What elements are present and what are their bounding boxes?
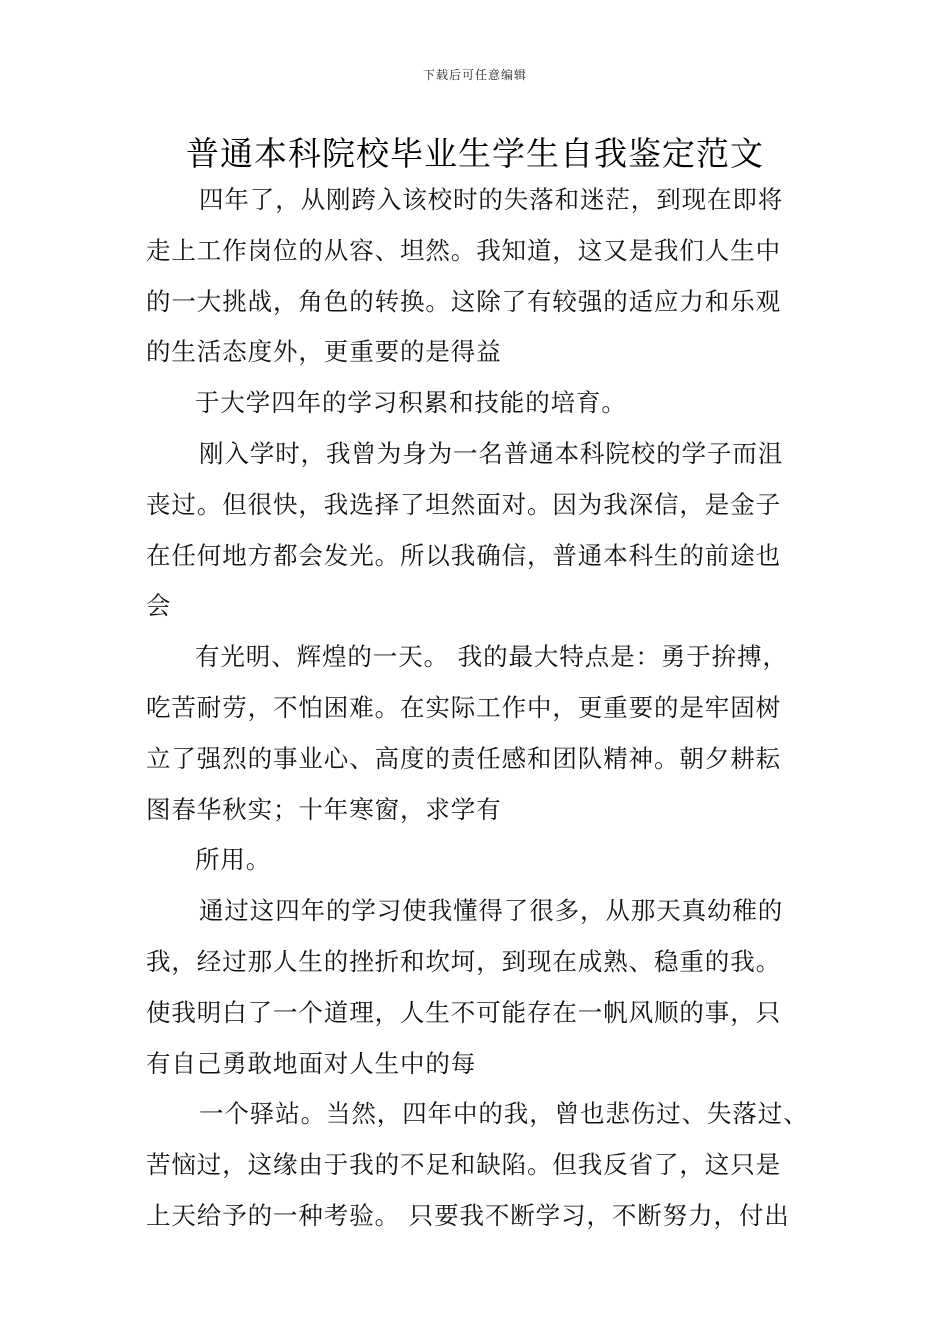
paragraph-line: 苦恼过，这缘由于我的不足和缺陷。但我反省了，这只是 — [146, 1150, 781, 1180]
paragraph-line: 的生活态度外，更重要的是得益 — [146, 337, 502, 367]
paragraph-line: 有自己勇敢地面对人生中的每 — [146, 1048, 477, 1078]
paragraph-line: 通过这四年的学习使我懂得了很多，从那天真幼稚的 — [199, 896, 784, 926]
header-note: 下载后可任意编辑 — [422, 68, 527, 82]
paragraph-line: 在任何地方都会发光。所以我确信，普通本科生的前途也 — [146, 540, 781, 570]
paragraph-line: 一个驿站。当然，四年中的我，曾也悲伤过、失落过、 — [199, 1099, 809, 1129]
document-title: 普通本科院校毕业生学生自我鉴定范文 — [186, 134, 764, 173]
paragraph-line: 立了强烈的事业心、高度的责任感和团队精神。朝夕耕耘 — [146, 743, 781, 773]
paragraph-line: 会 — [146, 591, 172, 621]
paragraph-line: 吃苦耐劳，不怕困难。在实际工作中，更重要的是牢固树 — [146, 692, 781, 722]
paragraph-line: 我，经过那人生的挫折和坎坷，到现在成熟、稳重的我。 — [146, 946, 781, 976]
paragraph-line: 刚入学时，我曾为身为一名普通本科院校的学子而沮 — [199, 438, 784, 468]
paragraph-line: 所用。 — [195, 845, 272, 875]
paragraph-line: 于大学四年的学习积累和技能的培育。 — [195, 388, 627, 418]
paragraph-line: 有光明、辉煌的一天。 我的最大特点是：勇于拚搏， — [195, 642, 788, 672]
document-body — [146, 175, 826, 1242]
paragraph-line: 丧过。但很快，我选择了坦然面对。因为我深信，是金子 — [146, 489, 781, 519]
paragraph-line: 的一大挑战，角色的转换。这除了有较强的适应力和乐观 — [146, 286, 781, 316]
paragraph-line: 走上工作岗位的从容、坦然。我知道，这又是我们人生中 — [146, 235, 781, 265]
paragraph-line: 使我明白了一个道理，人生不可能存在一帆风顺的事，只 — [146, 997, 781, 1027]
paragraph-line: 四年了，从刚跨入该校时的失落和迷茫，到现在即将 — [199, 185, 784, 214]
paragraph-line: 上天给予的一种考验。 只要我不断学习，不断努力，付出 — [146, 1200, 790, 1230]
paragraph-line: 图春华秋实；十年寒窗，求学有 — [146, 794, 502, 824]
